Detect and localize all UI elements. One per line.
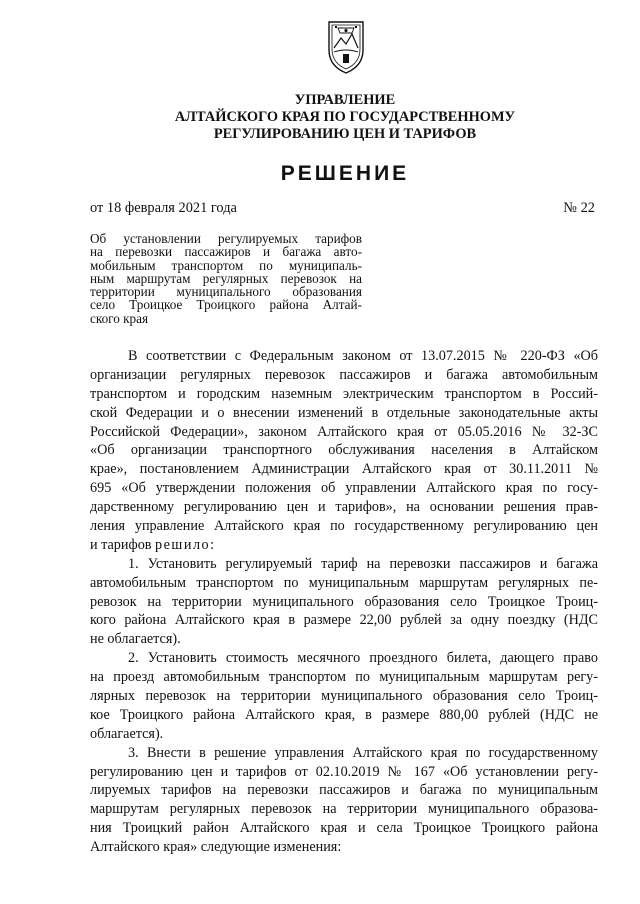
body-line — [90, 536, 598, 555]
altai-coat-of-arms-icon — [324, 18, 368, 76]
body-line: В соответствии с Федеральным законом от 13.07.2015 № 220-ФЗ «Об — [128, 348, 598, 364]
preamble-paragraph — [90, 347, 598, 555]
body-line: облагается). — [90, 725, 164, 742]
body-line: автомобильным транспортом по муниципальным маршрутам регулярных пе- — [90, 574, 598, 591]
body-line: ления управление Алтайского края по государственному регулированию цен — [90, 518, 598, 535]
item-1-paragraph — [90, 555, 598, 649]
document-body — [90, 347, 598, 857]
body-line: маршрутам регулярных перевозок на территории муниципального образова- — [90, 801, 598, 818]
body-line: ской Федерации и о внесении изменений в отдельные законодательные акты — [90, 404, 598, 421]
body-line: 2. Установить стоимость месячного проездного билета, дающего право — [128, 650, 598, 667]
body-line: Российской Федерации», законом Алтайского края от 05.05.2016 № 32-ЗС — [90, 423, 598, 440]
document-type-title: РЕШЕНИЕ — [280, 162, 410, 185]
body-line: кого района Алтайского края в размере 22,00 рублей за одну поездку (НДС — [90, 612, 598, 629]
org-line-1: УПРАВЛЕНИЕ — [294, 92, 396, 108]
body-line: 1. Установить регулируемый тариф на перевозки пассажиров и багажа — [128, 555, 598, 572]
subject-line: на перевозки пассажиров и багажа авто- — [90, 244, 362, 260]
item-2-paragraph — [90, 649, 598, 743]
document-subject — [90, 232, 362, 325]
body-line: транспортом и городским наземным электрическим транспортом в Россий- — [90, 385, 598, 402]
subject-line: ского края — [90, 310, 149, 326]
subject-line: Об установлении регулируемых тарифов — [90, 231, 362, 246]
subject-line: мобильным транспортом по муниципаль- — [90, 257, 362, 273]
body-line: 3. Внести в решение управления Алтайского края по государственному — [128, 744, 598, 761]
organization-name — [150, 92, 540, 143]
body-line: не облагается). — [90, 631, 181, 648]
body-line: лируемых тарифов на перевозки пассажиров и багажа по муниципальным — [90, 782, 598, 799]
body-line: регулированию цен и тарифов от 02.10.2019 № 167 «Об установлении регу- — [90, 763, 598, 780]
body-line: ния Троицкий район Алтайского края и села Троицкое Троицкого района — [90, 820, 598, 837]
body-line: 695 «Об утверждении положения об управлении Алтайского края по госу- — [90, 480, 598, 497]
body-line: кое Троицкого района Алтайского края, в размере 880,00 рублей (НДС не — [90, 706, 598, 723]
body-line: Алтайского края» следующие изменения: — [90, 839, 342, 856]
body-line: лярных перевозок на территории муниципального образования село Троиц- — [90, 688, 598, 705]
body-line: организации регулярных перевозок пассажиров и багажа автомобильным — [90, 366, 598, 383]
body-line: на проезд автомобильным транспортом по муниципальным маршрутам регу- — [90, 669, 598, 686]
body-line: дарственному регулированию цен и тарифов», на основании решения прав- — [90, 499, 598, 516]
resolution-word: решило: — [155, 536, 216, 553]
body-line: ревозок на территории муниципального образования село Троицкое Троиц- — [90, 593, 598, 610]
document-date: от 18 февраля 2021 года — [90, 200, 237, 216]
body-line: крае», постановлением Администрации Алтайского края от 30.11.2011 № — [90, 461, 598, 478]
subject-line: территории муниципального образования — [90, 284, 362, 300]
org-line-2: АЛТАЙСКОГО КРАЯ ПО ГОСУДАРСТВЕННОМУ — [174, 109, 516, 125]
preamble-last-prefix: и тарифов — [90, 536, 156, 553]
item-3-paragraph — [90, 744, 598, 857]
org-line-3: РЕГУЛИРОВАНИЮ ЦЕН И ТАРИФОВ — [213, 126, 477, 142]
document-number: № 22 — [563, 200, 595, 216]
subject-line: село Троицкое Троицкого района Алтай- — [90, 297, 362, 313]
subject-line: ным маршрутам регулярных перевозок на — [90, 270, 362, 286]
body-line: «Об организации транспортного обслуживания населения в Алтайском — [90, 442, 598, 459]
